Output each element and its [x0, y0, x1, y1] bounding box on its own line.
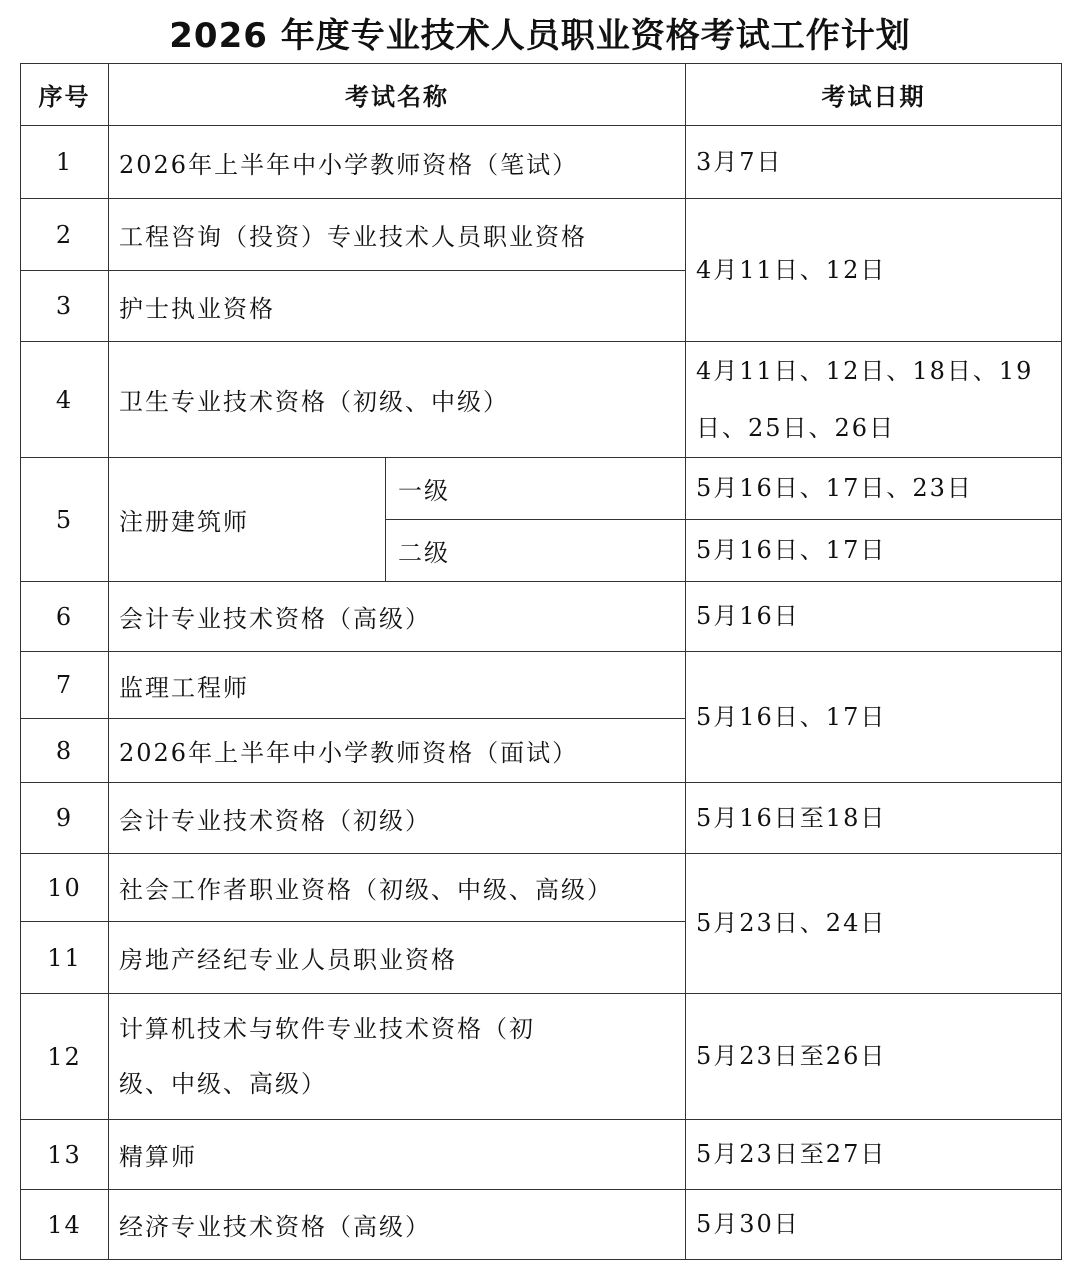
exam-level: 一级: [386, 458, 686, 520]
row-number: 5: [21, 458, 109, 582]
exam-date: 5月16日: [686, 582, 1062, 652]
exam-name: 2026年上半年中小学教师资格（笔试）: [109, 126, 686, 199]
row-number: 7: [21, 652, 109, 719]
row-number: 8: [21, 719, 109, 783]
document-title: 2026 年度专业技术人员职业资格考试工作计划: [169, 16, 911, 56]
table-row: [21, 652, 1062, 719]
table-row: [21, 783, 1062, 854]
table-row: [21, 199, 1062, 271]
row-number: 9: [21, 783, 109, 854]
row-number: 3: [21, 271, 109, 342]
table-row: [21, 342, 1062, 458]
exam-date: 5月23日至26日: [686, 994, 1062, 1120]
table-row: [21, 994, 1062, 1120]
exam-name: 会计专业技术资格（初级）: [109, 783, 686, 854]
row-number: 2: [21, 199, 109, 271]
row-number: 6: [21, 582, 109, 652]
table-row: [21, 1190, 1062, 1260]
exam-name: 经济专业技术资格（高级）: [109, 1190, 686, 1260]
table-row: [21, 1120, 1062, 1190]
row-number: 14: [21, 1190, 109, 1260]
exam-name: 房地产经纪专业人员职业资格: [109, 922, 686, 994]
table-row: [21, 126, 1062, 199]
row-number: 12: [21, 994, 109, 1120]
exam-name: 精算师: [109, 1120, 686, 1190]
exam-schedule-table: [20, 63, 1062, 1260]
exam-name: 社会工作者职业资格（初级、中级、高级）: [109, 854, 686, 922]
exam-name: 注册建筑师: [109, 458, 386, 582]
exam-date: 3月7日: [686, 126, 1062, 199]
header-date: 考试日期: [686, 64, 1062, 126]
exam-name: 监理工程师: [109, 652, 686, 719]
row-number: 13: [21, 1120, 109, 1190]
exam-date: 5月16日、17日: [686, 520, 1062, 582]
table-row: [21, 582, 1062, 652]
header-number: 序号: [21, 64, 109, 126]
header-name: 考试名称: [109, 64, 686, 126]
exam-name: 计算机技术与软件专业技术资格（初级、中级、高级）: [109, 994, 686, 1120]
row-number: 10: [21, 854, 109, 922]
exam-name: 2026年上半年中小学教师资格（面试）: [109, 719, 686, 783]
row-number: 11: [21, 922, 109, 994]
exam-name: 会计专业技术资格（高级）: [109, 582, 686, 652]
table-row: [21, 458, 1062, 520]
exam-name: 护士执业资格: [109, 271, 686, 342]
exam-date: 5月23日、24日: [686, 854, 1062, 994]
exam-date: 4月11日、12日、18日、19日、25日、26日: [686, 342, 1062, 458]
exam-date: 5月16日至18日: [686, 783, 1062, 854]
exam-date: 5月16日、17日: [686, 652, 1062, 783]
row-number: 4: [21, 342, 109, 458]
row-number: 1: [21, 126, 109, 199]
exam-level: 二级: [386, 520, 686, 582]
table-row: [21, 854, 1062, 922]
exam-name: 卫生专业技术资格（初级、中级）: [109, 342, 686, 458]
exam-date: 5月16日、17日、23日: [686, 458, 1062, 520]
exam-date: 5月23日至27日: [686, 1120, 1062, 1190]
exam-name: 工程咨询（投资）专业技术人员职业资格: [109, 199, 686, 271]
exam-date: 5月30日: [686, 1190, 1062, 1260]
exam-date: 4月11日、12日: [686, 199, 1062, 342]
table-header-row: [21, 64, 1062, 126]
